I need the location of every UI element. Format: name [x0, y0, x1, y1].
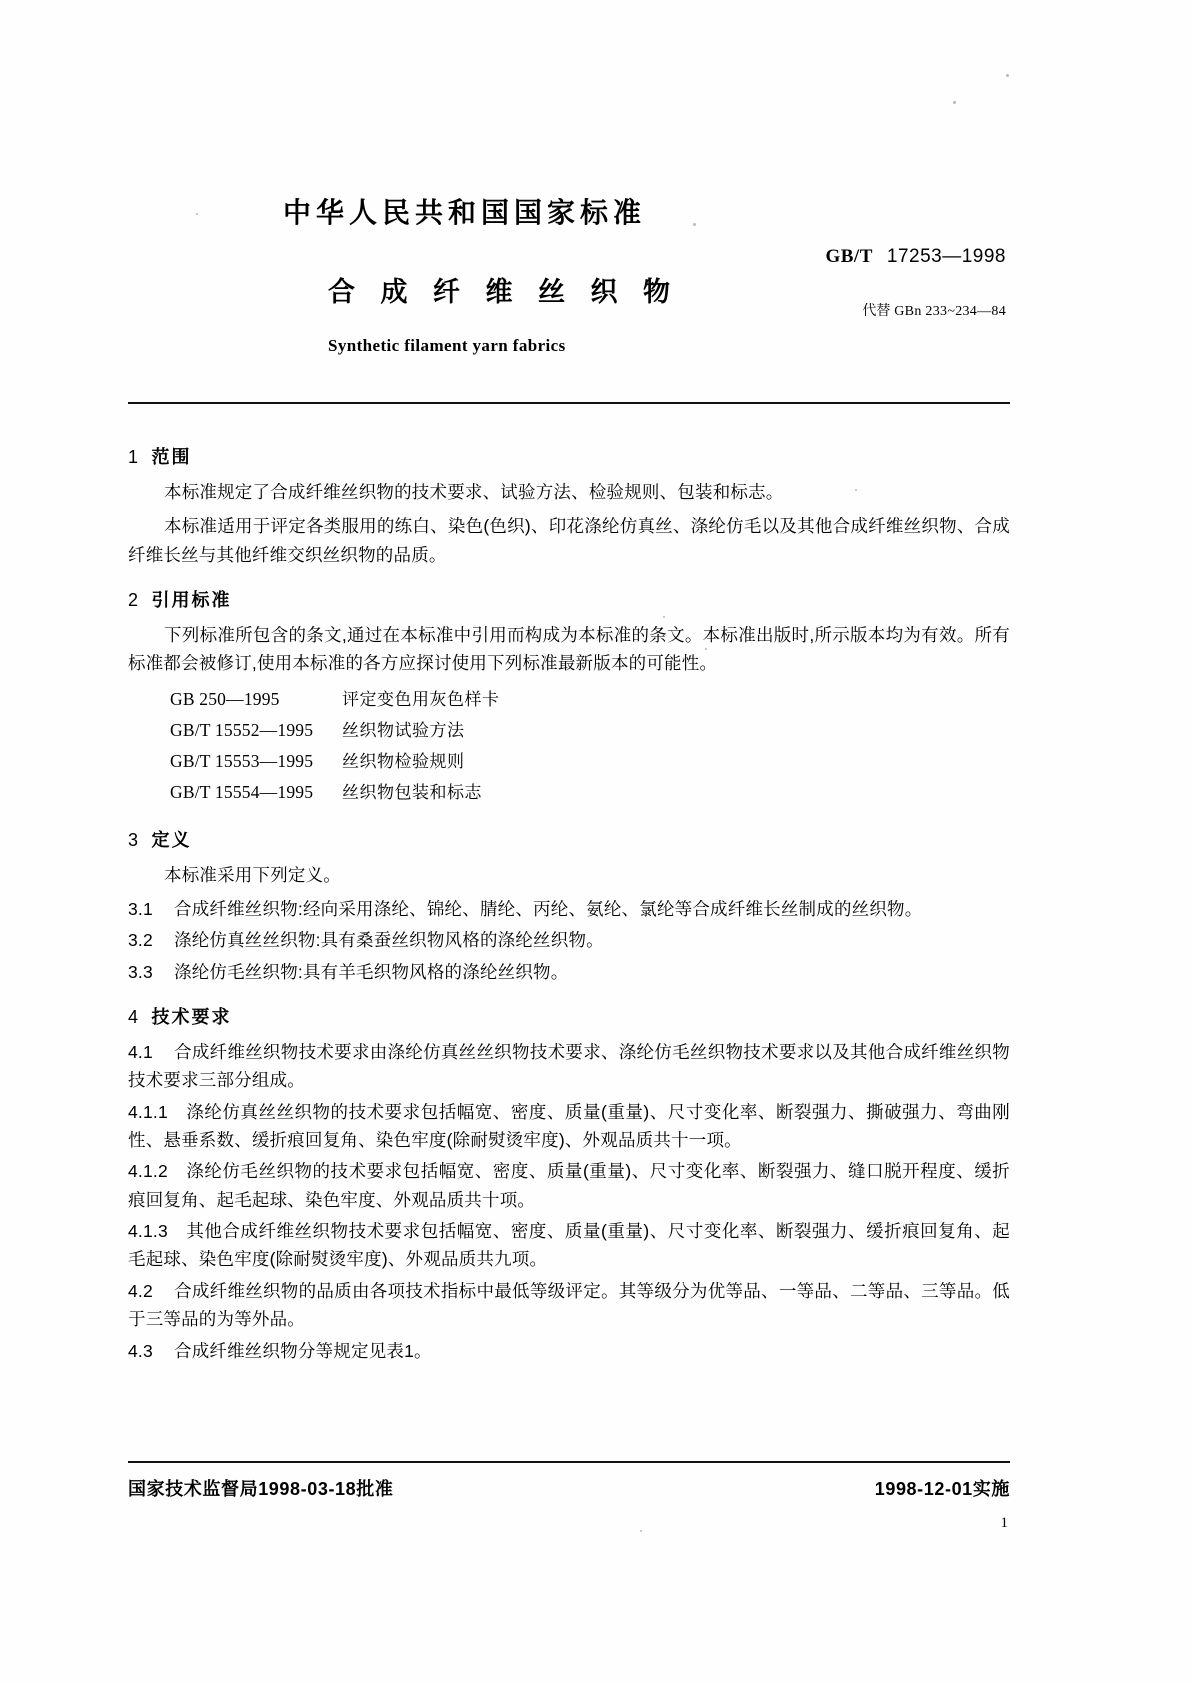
clause [128, 895, 1010, 923]
clause-text: 合成纤维丝织物的品质由各项技术指标中最低等级评定。其等级分为优等品、一等品、二等品、三等品。低于三等品的为等外品。 [128, 1280, 1010, 1330]
clause-number: 4.1.2 [128, 1161, 168, 1182]
reference-code: GB/T 15552—1995 [170, 719, 314, 740]
section-number: 1 [128, 446, 139, 467]
section-heading-2 [128, 591, 1010, 609]
page-content [128, 0, 1010, 1684]
page-footer [128, 1461, 1010, 1532]
clause-text: 涤纶仿毛丝织物的技术要求包括幅宽、密度、质量(重量)、尺寸变化率、断裂强力、缝口脱开程度、缓折痕回复角、起毛起球、染色牢度、外观品质共十项。 [128, 1161, 1010, 1210]
clause-number: 4.3 [128, 1340, 153, 1361]
clause [128, 958, 1010, 986]
clause [128, 1217, 1010, 1274]
section-name: 定义 [151, 829, 192, 850]
clause-text: 合成纤维丝织物:经向采用涤纶、锦纶、腈纶、丙纶、氨纶、氯纶等合成纤维长丝制成的丝织物。 [174, 899, 923, 920]
list-item [128, 746, 1010, 777]
list-item [128, 715, 1010, 746]
reference-name: 丝织物检验规则 [342, 752, 465, 772]
header-divider-rule [128, 402, 1010, 404]
page-number: 1 [1000, 1515, 1008, 1531]
section-name: 技术要求 [151, 1007, 232, 1028]
clause-text: 涤纶仿真丝丝织物:具有桑蚕丝织物风格的涤纶丝织物。 [174, 930, 604, 951]
section-number: 3 [128, 829, 139, 850]
clause [128, 1337, 1010, 1365]
approval-statement: 国家技术监督局1998-03-18批准 [128, 1479, 394, 1499]
clause [128, 1038, 1010, 1095]
clause-text: 涤纶仿真丝丝织物的技术要求包括幅宽、密度、质量(重量)、尺寸变化率、断裂强力、撕破强力、弯曲刚性、悬垂系数、缓折痕回复角、染色牢度(除耐熨烫牢度)、外观品质共十一项。 [128, 1101, 1010, 1151]
document-subtitle-english: Synthetic filament yarn fabrics [328, 335, 566, 355]
national-standard-title: 中华人民共和国国家标准 [283, 197, 647, 228]
paragraph: 下列标准所包含的条文,通过在本标准中引用而构成为本标准的条文。本标准出版时,所示版本均为有效。所有标准都会被修订,使用本标准的各方应探讨使用下列标准最新版本的可能性。 [128, 625, 1010, 674]
clause [128, 926, 1010, 954]
paragraph: 本标准采用下列定义。 [164, 864, 341, 885]
reference-code: GB/T 15553—1995 [170, 751, 314, 772]
referenced-standards-list [128, 684, 1010, 809]
clause-number: 4.1.1 [128, 1101, 168, 1122]
document-title: 合 成 纤 维 丝 织 物 [328, 276, 680, 307]
standard-id: 17253—1998 [886, 246, 1006, 267]
replaces-value: GBn 233~234—84 [894, 304, 1006, 319]
clause-text: 涤纶仿毛丝织物:具有羊毛织物风格的涤纶丝织物。 [174, 961, 569, 982]
footer-row [128, 1463, 1010, 1501]
list-item [128, 777, 1010, 808]
paragraph: 本标准适用于评定各类服用的练白、染色(色织)、印花涤纶仿真丝、涤纶仿毛以及其他合成纤维丝织物、合成纤维长丝与其他纤维交织丝织物的品质。 [128, 516, 1010, 565]
reference-name: 丝织物试验方法 [342, 720, 465, 740]
clause-number: 3.1 [128, 899, 153, 920]
document-body [128, 448, 1010, 1365]
clause-number: 4.1.3 [128, 1221, 168, 1242]
standard-number [825, 246, 1006, 268]
reference-code: GB 250—1995 [170, 688, 280, 709]
section-heading-4 [128, 1008, 1010, 1026]
clause-text: 合成纤维丝织物技术要求由涤纶仿真丝丝织物技术要求、涤纶仿毛丝织物技术要求以及其他合成纤维丝织物技术要求三部分组成。 [128, 1042, 1010, 1091]
implementation-date: 1998-12-01实施 [874, 1479, 1010, 1499]
standard-prefix: GB/T [825, 246, 873, 267]
clause-number: 3.2 [128, 930, 153, 951]
reference-name: 丝织物包装和标志 [342, 783, 482, 803]
section-number: 2 [128, 590, 139, 611]
reference-name: 评定变色用灰色样卡 [342, 689, 500, 709]
clause-number: 4.2 [128, 1280, 153, 1301]
clause-number: 4.1 [128, 1042, 153, 1063]
section-number: 4 [128, 1007, 139, 1028]
section-heading-3 [128, 831, 1010, 849]
clause [128, 1098, 1010, 1155]
list-item [128, 684, 1010, 715]
reference-code: GB/T 15554—1995 [170, 782, 314, 803]
replaces-note [862, 300, 1006, 320]
clause [128, 1157, 1010, 1214]
clause-text: 其他合成纤维丝织物技术要求包括幅宽、密度、质量(重量)、尺寸变化率、断裂强力、缓折痕回复角、起毛起球、染色牢度(除耐熨烫牢度)、外观品质共九项。 [128, 1221, 1010, 1270]
section-name: 范围 [151, 446, 192, 467]
clause [128, 1277, 1010, 1334]
section-heading-1 [128, 448, 1010, 466]
paragraph: 本标准规定了合成纤维丝织物的技术要求、试验方法、检验规则、包装和标志。 [164, 481, 784, 502]
clause-text: 合成纤维丝织物分等规定见表1。 [174, 1340, 432, 1361]
masthead [128, 0, 1010, 404]
clause-number: 3.3 [128, 961, 153, 982]
replaces-label: 代替 [862, 302, 891, 318]
section-name: 引用标准 [151, 590, 232, 611]
